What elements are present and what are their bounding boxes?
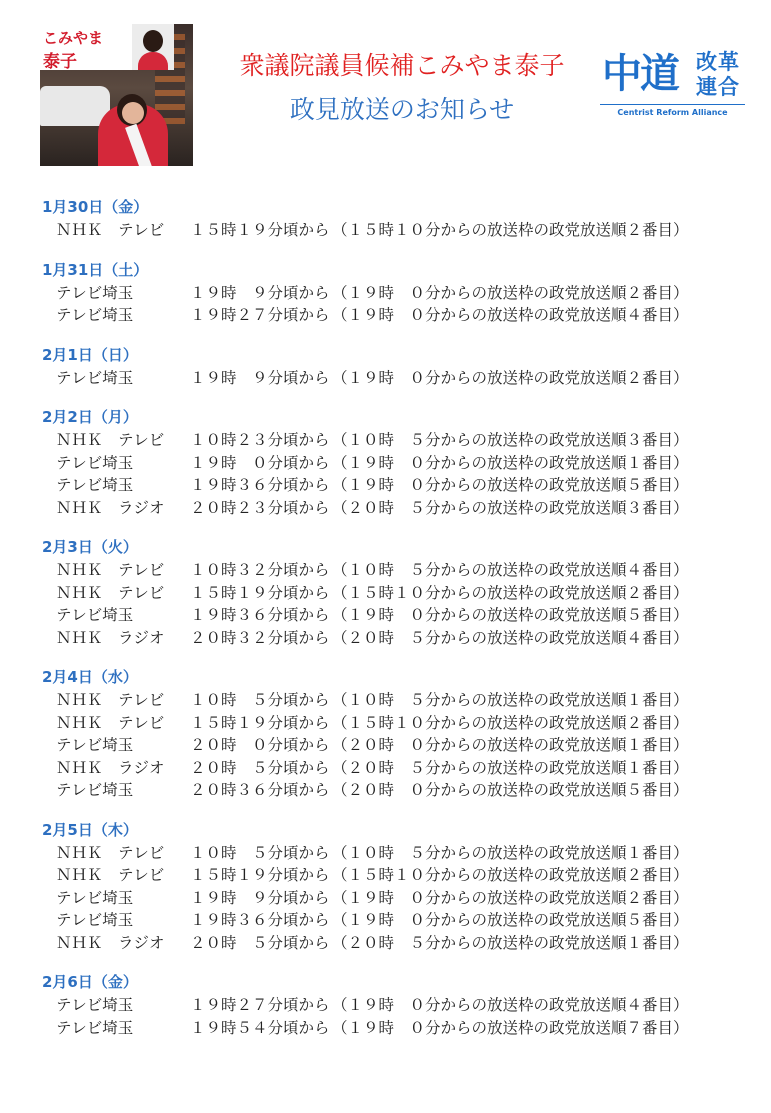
broadcast-time: １５時１９分頃から (190, 583, 330, 602)
schedule-date: 2月2日（月） (42, 408, 138, 426)
broadcast-slot-note: （２０時 ０分からの放送枠の政党放送順５番目） (332, 781, 689, 799)
broadcast-entry (40, 932, 740, 955)
portrait-inset (132, 24, 174, 70)
broadcast-channel: ＮＨＫ テレビ (56, 561, 165, 579)
broadcast-time: ２０時３２分頃から (190, 628, 330, 647)
broadcast-time: １９時３６分頃から (190, 476, 330, 494)
broadcast-slot-note: （１９時 ０分からの放送枠の政党放送順４番目） (332, 306, 689, 324)
broadcast-entry (40, 582, 740, 605)
broadcast-time: １０時 ５分頃から (190, 843, 330, 862)
broadcast-time: １０時３２分頃から (190, 561, 330, 579)
broadcast-channel: テレビ埼玉 (56, 781, 134, 799)
broadcast-channel: テレビ埼玉 (56, 283, 134, 302)
broadcast-slot-note: （１９時 ０分からの放送枠の政党放送順２番目） (332, 368, 689, 387)
broadcast-entry (40, 219, 740, 242)
schedule-day (40, 819, 740, 955)
broadcast-time: １９時 ０分頃から (190, 453, 330, 472)
broadcast-channel: テレビ埼玉 (56, 453, 134, 472)
broadcast-time: ２０時 ５分頃から (190, 758, 330, 777)
broadcast-entry (40, 689, 740, 712)
broadcast-slot-note: （１９時 ０分からの放送枠の政党放送順５番目） (332, 911, 689, 929)
broadcast-slot-note: （１０時 ５分からの放送枠の政党放送順３番目） (332, 431, 689, 449)
broadcast-entry (40, 474, 740, 497)
broadcast-channel: ＮＨＫ テレビ (56, 843, 165, 862)
logo-rule (600, 104, 745, 105)
broadcast-time: ２０時３６分頃から (190, 781, 330, 799)
broadcast-time: １９時２７分頃から (190, 306, 330, 324)
broadcast-channel: テレビ埼玉 (56, 996, 134, 1014)
campaign-van (40, 86, 110, 126)
broadcast-entry (40, 429, 740, 452)
logo-sub-text-1: 改革 (696, 50, 740, 74)
broadcast-channel: ＮＨＫ テレビ (56, 713, 165, 732)
broadcast-time: ２０時 ５分頃から (190, 933, 330, 952)
broadcast-slot-note: （１９時 ０分からの放送枠の政党放送順１番目） (332, 453, 689, 472)
broadcast-channel: テレビ埼玉 (56, 911, 134, 929)
page-subtitle: 政見放送のお知らせ (289, 95, 515, 124)
broadcast-slot-note: （１９時 ０分からの放送枠の政党放送順５番目） (332, 606, 689, 624)
schedule-day (40, 196, 740, 242)
broadcast-slot-note: （１９時 ０分からの放送枠の政党放送順２番目） (332, 888, 689, 907)
broadcast-channel: ＮＨＫ テレビ (56, 866, 165, 884)
broadcast-slot-note: （１５時１０分からの放送枠の政党放送順２番目） (332, 221, 689, 239)
schedule-date: 1月31日（土） (42, 260, 149, 279)
broadcast-slot-note: （１０時 ５分からの放送枠の政党放送順１番目） (332, 843, 689, 862)
schedule-date: 2月6日（金） (42, 973, 138, 991)
broadcast-slot-note: （２０時 ５分からの放送枠の政党放送順１番目） (332, 933, 689, 952)
schedule-day (40, 536, 740, 649)
broadcast-channel: ＮＨＫ テレビ (56, 431, 165, 449)
schedule-date: 2月4日（水） (42, 668, 138, 686)
schedule-day (40, 971, 740, 1039)
broadcast-time: １９時５４分頃から (190, 1018, 330, 1037)
schedule-date: 2月5日（木） (42, 820, 138, 839)
schedule-date: 2月1日（日） (42, 345, 138, 364)
broadcast-channel: ＮＨＫ テレビ (56, 583, 165, 602)
logo-english-text: Centrist Reform Alliance (600, 108, 745, 117)
broadcast-time: １５時１９分頃から (190, 713, 330, 732)
broadcast-slot-note: （１０時 ５分からの放送枠の政党放送順１番目） (332, 691, 689, 709)
broadcast-time: １９時３６分頃から (190, 606, 330, 624)
broadcast-slot-note: （１９時 ０分からの放送枠の政党放送順２番目） (332, 283, 689, 302)
broadcast-slot-note: （２０時 ５分からの放送枠の政党放送順４番目） (332, 628, 689, 647)
broadcast-entry (40, 842, 740, 865)
broadcast-entry (40, 757, 740, 780)
broadcast-time: ２０時２３分頃から (190, 498, 330, 517)
broadcast-channel: ＮＨＫ ラジオ (56, 933, 165, 952)
schedule-date: 2月3日（火） (42, 538, 138, 556)
logo-main-text: 中道 (602, 51, 678, 97)
broadcast-slot-note: （１９時 ０分からの放送枠の政党放送順４番目） (332, 996, 689, 1014)
schedule-date: 1月30日（金） (42, 198, 149, 216)
broadcast-entry (40, 282, 740, 305)
broadcast-entry (40, 779, 740, 802)
broadcast-channel: ＮＨＫ ラジオ (56, 498, 165, 517)
broadcast-channel: テレビ埼玉 (56, 888, 134, 907)
broadcast-entry (40, 994, 740, 1017)
schedule-day (40, 406, 740, 519)
broadcast-slot-note: （１９時 ０分からの放送枠の政党放送順５番目） (332, 476, 689, 494)
broadcast-channel: テレビ埼玉 (56, 736, 134, 754)
broadcast-channel: ＮＨＫ ラジオ (56, 758, 165, 777)
broadcast-slot-note: （２０時 ０分からの放送枠の政党放送順１番目） (332, 736, 689, 754)
broadcast-entry (40, 909, 740, 932)
broadcast-time: １０時２３分頃から (190, 431, 330, 449)
broadcast-time: １９時 ９分頃から (190, 368, 330, 387)
broadcast-slot-note: （２０時 ５分からの放送枠の政党放送順１番目） (332, 758, 689, 777)
schedule-day (40, 259, 740, 327)
logo-sub-text-2: 連合 (696, 75, 740, 99)
broadcast-entry (40, 604, 740, 627)
broadcast-entry (40, 887, 740, 910)
broadcast-time: １０時 ５分頃から (190, 691, 330, 709)
photo-name-sign (40, 24, 132, 70)
broadcast-channel: テレビ埼玉 (56, 476, 134, 494)
photo-name-line2: 泰子 (43, 52, 77, 72)
broadcast-channel: テレビ埼玉 (56, 368, 134, 387)
broadcast-time: １９時 ９分頃から (190, 888, 330, 907)
broadcast-channel: ＮＨＫ テレビ (56, 221, 165, 239)
broadcast-time: １９時３６分頃から (190, 911, 330, 929)
broadcast-time: １９時２７分頃から (190, 996, 330, 1014)
page-title: 衆議院議員候補こみやま泰子 (239, 51, 565, 80)
broadcast-time: １５時１９分頃から (190, 866, 330, 884)
broadcast-entry (40, 559, 740, 582)
broadcast-entry (40, 497, 740, 520)
broadcast-slot-note: （１５時１０分からの放送枠の政党放送順２番目） (332, 583, 689, 602)
broadcast-slot-note: （１０時 ５分からの放送枠の政党放送順４番目） (332, 561, 689, 579)
broadcast-channel: テレビ埼玉 (56, 606, 134, 624)
broadcast-entry (40, 734, 740, 757)
broadcast-entry (40, 712, 740, 735)
schedule-day (40, 344, 740, 390)
broadcast-entry (40, 452, 740, 475)
broadcast-entry (40, 304, 740, 327)
photo-name-line1: こみやま (43, 29, 104, 47)
party-logo (600, 40, 750, 130)
broadcast-time: １９時 ９分頃から (190, 283, 330, 302)
candidate-photo (40, 24, 193, 166)
broadcast-channel: テレビ埼玉 (56, 306, 134, 324)
candidate-face (122, 102, 144, 124)
broadcast-time: ２０時 ０分頃から (190, 736, 330, 754)
broadcast-channel: ＮＨＫ ラジオ (56, 628, 165, 647)
broadcast-slot-note: （１９時 ０分からの放送枠の政党放送順７番目） (332, 1018, 689, 1037)
broadcast-slot-note: （１５時１０分からの放送枠の政党放送順２番目） (332, 866, 689, 884)
broadcast-time: １５時１９分頃から (190, 221, 330, 239)
broadcast-entry (40, 367, 740, 390)
broadcast-slot-note: （２０時 ５分からの放送枠の政党放送順３番目） (332, 498, 689, 517)
broadcast-channel: テレビ埼玉 (56, 1018, 134, 1037)
broadcast-slot-note: （１５時１０分からの放送枠の政党放送順２番目） (332, 713, 689, 732)
broadcast-entry (40, 864, 740, 887)
broadcast-entry (40, 627, 740, 650)
broadcast-schedule (40, 196, 740, 1056)
broadcast-entry (40, 1017, 740, 1040)
schedule-day (40, 666, 740, 802)
broadcast-channel: ＮＨＫ テレビ (56, 691, 165, 709)
